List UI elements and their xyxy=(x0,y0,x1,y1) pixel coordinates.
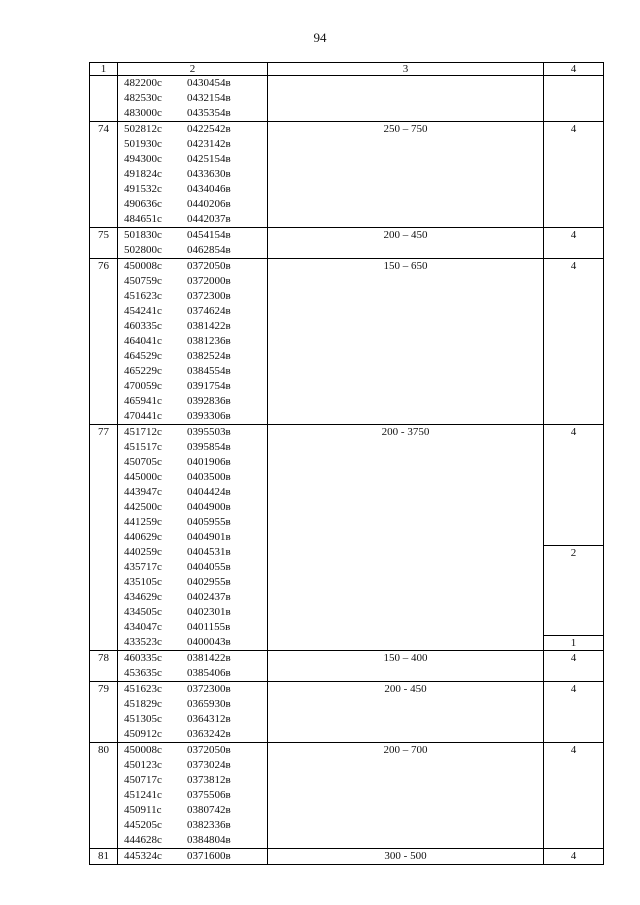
longitude: 0430454в xyxy=(187,77,231,89)
altitude-range xyxy=(268,682,544,743)
altitude-range xyxy=(268,122,544,228)
table-group xyxy=(90,743,604,849)
longitude: 0402437в xyxy=(187,591,231,603)
coordinate-pair xyxy=(118,788,267,803)
coordinate-pair xyxy=(118,167,267,182)
class-value: 4 xyxy=(570,744,577,756)
latitude: 450759с xyxy=(124,275,162,287)
altitude-range-text xyxy=(268,76,543,91)
latitude: 465229с xyxy=(124,365,162,377)
longitude: 0393306в xyxy=(187,410,231,422)
class-value: 4 xyxy=(570,683,577,695)
latitude: 434047с xyxy=(124,621,162,633)
section-number-text: 81 xyxy=(98,850,109,862)
coordinate-pair xyxy=(118,289,267,304)
latitude: 450008с xyxy=(124,744,162,756)
longitude: 0404055в xyxy=(187,561,231,573)
longitude: 0385406в xyxy=(187,667,231,679)
latitude: 470059с xyxy=(124,380,162,392)
coordinates-cell xyxy=(118,259,268,425)
class-cell xyxy=(544,425,604,651)
longitude: 0384804в xyxy=(187,834,231,846)
altitude-range-text: 300 - 500 xyxy=(384,850,427,862)
class-cell xyxy=(544,682,604,743)
latitude: 484651с xyxy=(124,213,162,225)
longitude: 0365930в xyxy=(187,698,231,710)
latitude: 435105с xyxy=(124,576,162,588)
class-value xyxy=(544,76,603,121)
coordinate-pair xyxy=(118,545,267,560)
coordinate-pair xyxy=(118,440,267,455)
longitude: 0395503в xyxy=(187,426,231,438)
table-header xyxy=(90,63,604,76)
class-cell xyxy=(544,651,604,682)
table-row xyxy=(90,651,604,682)
coordinate-pair xyxy=(118,349,267,364)
section-number xyxy=(90,425,118,651)
coordinate-pair xyxy=(118,259,267,274)
header-col-2: 2 xyxy=(118,63,268,76)
longitude: 0425154в xyxy=(187,153,231,165)
altitude-range xyxy=(268,849,544,865)
coordinate-pair xyxy=(118,274,267,289)
latitude: 501830с xyxy=(124,229,162,241)
table-group xyxy=(90,76,604,122)
longitude: 0442037в xyxy=(187,213,231,225)
section-number-text: 74 xyxy=(98,123,109,135)
coordinate-pair xyxy=(118,515,267,530)
latitude: 464529с xyxy=(124,350,162,362)
class-value: 4 xyxy=(570,850,577,862)
latitude: 450123с xyxy=(124,759,162,771)
coordinate-pair xyxy=(118,758,267,773)
table-row xyxy=(90,849,604,865)
latitude: 433523с xyxy=(124,636,162,648)
coordinate-pair xyxy=(118,575,267,590)
longitude: 0373024в xyxy=(187,759,231,771)
latitude: 435717с xyxy=(124,561,162,573)
longitude: 0400043в xyxy=(187,636,231,648)
longitude: 0381422в xyxy=(187,652,231,664)
coordinate-pair xyxy=(118,106,267,121)
altitude-range xyxy=(268,259,544,425)
section-number xyxy=(90,849,118,865)
latitude: 441259с xyxy=(124,516,162,528)
altitude-range xyxy=(268,425,544,651)
longitude: 0404424в xyxy=(187,486,231,498)
longitude: 0391754в xyxy=(187,380,231,392)
altitude-range-text: 150 – 650 xyxy=(383,260,428,272)
section-number-text: 76 xyxy=(98,260,109,272)
latitude: 494300с xyxy=(124,153,162,165)
longitude: 0392836в xyxy=(187,395,231,407)
class-cell xyxy=(544,743,604,849)
longitude: 0403500в xyxy=(187,471,231,483)
longitude: 0373812в xyxy=(187,774,231,786)
altitude-range-text: 200 - 3750 xyxy=(381,426,430,438)
section-number-text: 79 xyxy=(98,683,109,695)
coordinates-table xyxy=(89,62,604,865)
latitude: 491532с xyxy=(124,183,162,195)
coordinate-pair xyxy=(118,212,267,227)
latitude: 450008с xyxy=(124,260,162,272)
section-number xyxy=(90,76,118,122)
longitude: 0372000в xyxy=(187,275,231,287)
longitude: 0404531в xyxy=(187,546,231,558)
longitude: 0404901в xyxy=(187,531,231,543)
longitude: 0402301в xyxy=(187,606,231,618)
coordinate-pair xyxy=(118,409,267,424)
longitude: 0434046в xyxy=(187,183,231,195)
longitude: 0395854в xyxy=(187,441,231,453)
latitude: 444628с xyxy=(124,834,162,846)
section-number-text: 75 xyxy=(98,229,109,241)
latitude: 451623с xyxy=(124,290,162,302)
latitude: 445000с xyxy=(124,471,162,483)
coordinate-pair xyxy=(118,635,267,650)
longitude: 0401906в xyxy=(187,456,231,468)
coordinate-pair xyxy=(118,137,267,152)
coordinates-cell xyxy=(118,228,268,259)
longitude: 0372300в xyxy=(187,290,231,302)
coordinate-pair xyxy=(118,500,267,515)
latitude: 502812с xyxy=(124,123,162,135)
class-value: 4 xyxy=(570,260,577,272)
latitude: 465941с xyxy=(124,395,162,407)
section-number xyxy=(90,259,118,425)
latitude: 470441с xyxy=(124,410,162,422)
table-row xyxy=(90,259,604,425)
longitude: 0423142в xyxy=(187,138,231,150)
coordinate-pair xyxy=(118,560,267,575)
coordinate-pair xyxy=(118,379,267,394)
longitude: 0433630в xyxy=(187,168,231,180)
coordinates-cell xyxy=(118,743,268,849)
longitude: 0380742в xyxy=(187,804,231,816)
class-cell xyxy=(544,849,604,865)
latitude: 464041с xyxy=(124,335,162,347)
section-number xyxy=(90,682,118,743)
latitude: 451712с xyxy=(124,426,162,438)
longitude: 0405955в xyxy=(187,516,231,528)
coordinates-cell xyxy=(118,76,268,122)
section-number xyxy=(90,122,118,228)
longitude: 0440206в xyxy=(187,198,231,210)
longitude: 0372050в xyxy=(187,260,231,272)
altitude-range-text: 200 – 450 xyxy=(383,229,428,241)
coordinates-cell xyxy=(118,425,268,651)
coordinate-pair xyxy=(118,182,267,197)
latitude: 450717с xyxy=(124,774,162,786)
coordinate-pair xyxy=(118,364,267,379)
coordinate-pair xyxy=(118,590,267,605)
header-col-3: 3 xyxy=(268,63,544,76)
coordinate-pair xyxy=(118,334,267,349)
class-cell xyxy=(544,228,604,259)
section-number xyxy=(90,651,118,682)
table-group xyxy=(90,259,604,425)
coordinate-pair xyxy=(118,605,267,620)
longitude: 0454154в xyxy=(187,229,231,241)
class-value: 4 xyxy=(570,123,577,135)
latitude: 460335с xyxy=(124,652,162,664)
latitude: 440629с xyxy=(124,531,162,543)
coordinate-pair xyxy=(118,651,267,666)
latitude: 451517с xyxy=(124,441,162,453)
section-number-text: 77 xyxy=(98,426,109,438)
section-number-text: 80 xyxy=(98,744,109,756)
table-row xyxy=(90,425,604,651)
longitude: 0371600в xyxy=(187,850,231,862)
coordinate-pair xyxy=(118,818,267,833)
coordinate-pair xyxy=(118,620,267,635)
latitude: 453635с xyxy=(124,667,162,679)
longitude: 0401155в xyxy=(187,621,231,633)
latitude: 445205с xyxy=(124,819,162,831)
coordinate-pair xyxy=(118,228,267,243)
class-value: 4 xyxy=(570,229,577,241)
longitude: 0462854в xyxy=(187,244,231,256)
table-group xyxy=(90,651,604,682)
longitude: 0422542в xyxy=(187,123,231,135)
page-number: 94 xyxy=(313,30,327,45)
latitude: 442500с xyxy=(124,501,162,513)
altitude-range xyxy=(268,743,544,849)
coordinate-pair xyxy=(118,666,267,681)
coordinate-pair xyxy=(118,455,267,470)
coordinate-pair xyxy=(118,727,267,742)
coordinate-pair xyxy=(118,425,267,440)
header-col-1: 1 xyxy=(90,63,118,76)
coordinates-cell xyxy=(118,849,268,865)
coordinate-pair xyxy=(118,243,267,258)
latitude: 501930с xyxy=(124,138,162,150)
altitude-range xyxy=(268,76,544,122)
table-group xyxy=(90,682,604,743)
latitude: 490636с xyxy=(124,198,162,210)
coordinate-pair xyxy=(118,697,267,712)
longitude: 0381422в xyxy=(187,320,231,332)
longitude: 0372300в xyxy=(187,683,231,695)
coordinate-pair xyxy=(118,485,267,500)
longitude: 0364312в xyxy=(187,713,231,725)
table-row xyxy=(90,743,604,849)
altitude-range xyxy=(268,228,544,259)
latitude: 482200с xyxy=(124,77,162,89)
longitude: 0404900в xyxy=(187,501,231,513)
latitude: 434629с xyxy=(124,591,162,603)
longitude: 0382336в xyxy=(187,819,231,831)
coordinates-cell xyxy=(118,122,268,228)
latitude: 440259с xyxy=(124,546,162,558)
coordinate-pair xyxy=(118,122,267,137)
longitude: 0375506в xyxy=(187,789,231,801)
coordinate-pair xyxy=(118,152,267,167)
coordinate-pair xyxy=(118,803,267,818)
longitude: 0381236в xyxy=(187,335,231,347)
latitude: 460335с xyxy=(124,320,162,332)
altitude-range-text: 150 – 400 xyxy=(383,652,428,664)
longitude: 0402955в xyxy=(187,576,231,588)
latitude: 491824с xyxy=(124,168,162,180)
latitude: 450911с xyxy=(124,804,162,816)
latitude: 451305с xyxy=(124,713,162,725)
longitude: 0372050в xyxy=(187,744,231,756)
table-row xyxy=(90,76,604,122)
latitude: 450705с xyxy=(124,456,162,468)
table-group xyxy=(90,122,604,228)
section-number-text xyxy=(90,76,117,91)
coordinate-pair xyxy=(118,773,267,788)
coordinate-pair xyxy=(118,394,267,409)
class-value: 4 xyxy=(570,652,577,664)
class-cell xyxy=(544,122,604,228)
latitude: 445324с xyxy=(124,850,162,862)
longitude: 0374624в xyxy=(187,305,231,317)
table-group xyxy=(90,228,604,259)
longitude: 0384554в xyxy=(187,365,231,377)
latitude: 451623с xyxy=(124,683,162,695)
class-value: 2 xyxy=(544,545,603,635)
table-group xyxy=(90,849,604,865)
coordinate-pair xyxy=(118,530,267,545)
latitude: 434505с xyxy=(124,606,162,618)
coordinate-pair xyxy=(118,712,267,727)
coordinate-pair xyxy=(118,91,267,106)
coordinate-pair xyxy=(118,682,267,697)
latitude: 450912с xyxy=(124,728,162,740)
altitude-range-text: 200 - 450 xyxy=(384,683,427,695)
section-number xyxy=(90,743,118,849)
latitude: 482530с xyxy=(124,92,162,104)
latitude: 451241с xyxy=(124,789,162,801)
latitude: 451829с xyxy=(124,698,162,710)
table-row xyxy=(90,122,604,228)
longitude: 0382524в xyxy=(187,350,231,362)
class-cell xyxy=(544,259,604,425)
coordinate-pair xyxy=(118,76,267,91)
coordinate-pair xyxy=(118,319,267,334)
coordinate-pair xyxy=(118,849,267,864)
coordinates-cell xyxy=(118,651,268,682)
class-cell xyxy=(544,76,604,122)
coordinate-pair xyxy=(118,197,267,212)
coordinate-pair xyxy=(118,470,267,485)
coordinate-pair xyxy=(118,833,267,848)
coordinate-pair xyxy=(118,304,267,319)
longitude: 0435354в xyxy=(187,107,231,119)
table-group xyxy=(90,425,604,651)
altitude-range-text: 200 – 700 xyxy=(383,744,428,756)
coordinate-pair xyxy=(118,743,267,758)
latitude: 502800с xyxy=(124,244,162,256)
longitude: 0363242в xyxy=(187,728,231,740)
latitude: 443947с xyxy=(124,486,162,498)
longitude: 0432154в xyxy=(187,92,231,104)
altitude-range-text: 250 – 750 xyxy=(383,123,428,135)
section-number-text: 78 xyxy=(98,652,109,664)
header-col-4: 4 xyxy=(544,63,604,76)
latitude: 483000с xyxy=(124,107,162,119)
latitude: 454241с xyxy=(124,305,162,317)
table-row xyxy=(90,682,604,743)
section-number xyxy=(90,228,118,259)
table-row xyxy=(90,228,604,259)
coordinates-cell xyxy=(118,682,268,743)
class-value: 4 xyxy=(570,426,577,438)
altitude-range xyxy=(268,651,544,682)
class-value: 1 xyxy=(544,635,603,650)
